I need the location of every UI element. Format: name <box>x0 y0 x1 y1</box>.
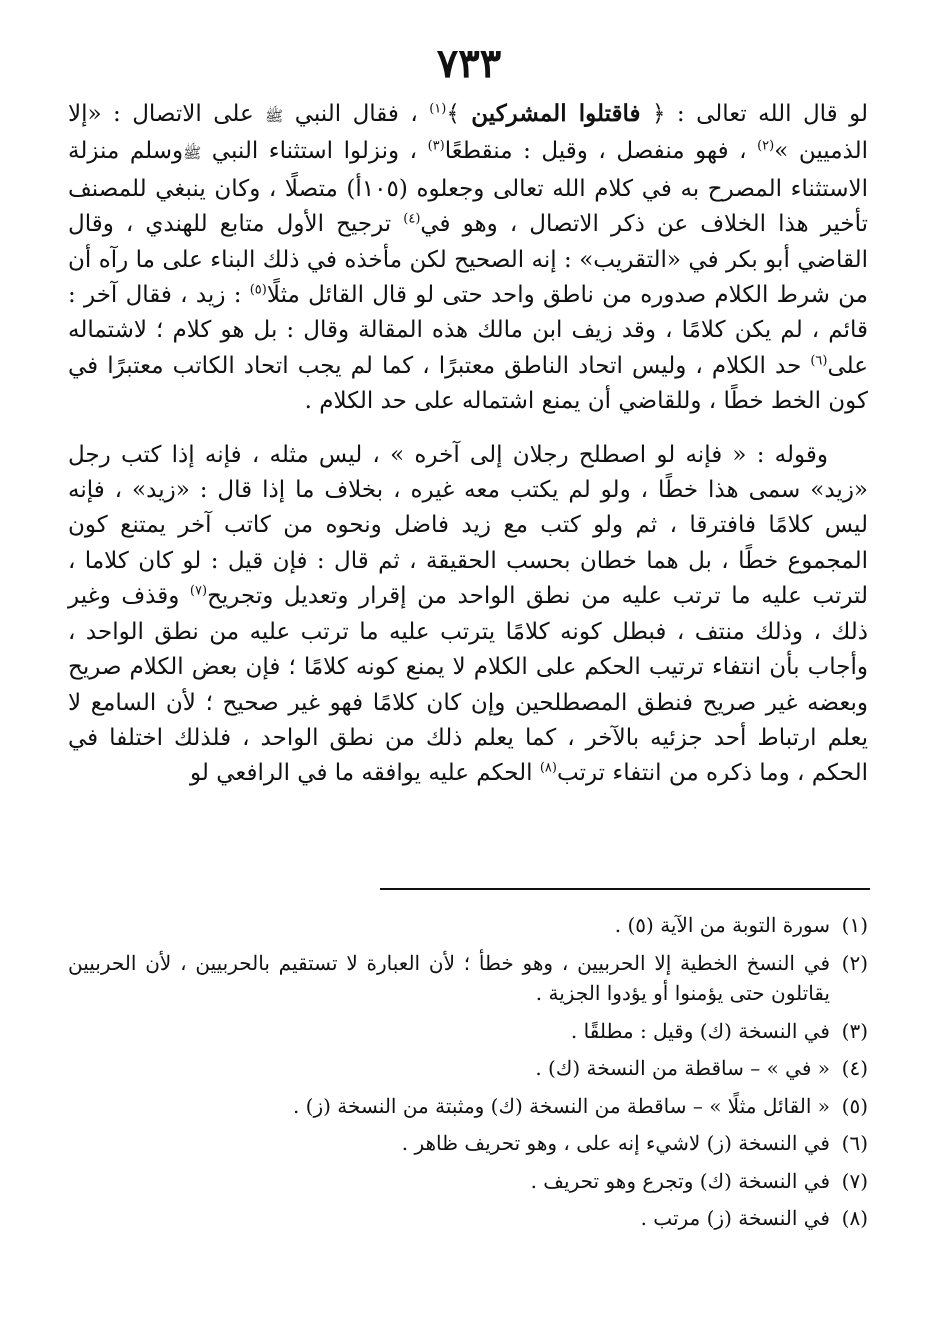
footnote-text: في النسخة (ك) وقيل : مطلقًا . <box>570 1018 830 1043</box>
footnote-ref-3: (٣) <box>427 138 445 154</box>
footnote-ref-4: (٤) <box>403 211 421 227</box>
footnote-number: (٣) <box>841 1018 868 1043</box>
footnote-number: (٧) <box>841 1168 868 1193</box>
text-segment: ، ونزلوا استثناء النبي <box>201 138 428 165</box>
text-segment: وسلم منزلة الاستثناء المصرح به في كلام الله تعالى وجعلوه (١٠٥أ) متصلًا ، وكان ينبغي للمصنف تأخير هذا الخلاف عن ذكر الاتصال ، وهو في <box>68 138 869 238</box>
footnote-text: في النسخة (ز) لاشيء إنه على ، وهو تحريف ظاهر . <box>401 1131 830 1155</box>
footnote-7 <box>68 1166 868 1197</box>
footnote-number: (٢) <box>841 950 868 975</box>
footnote-1 <box>68 910 868 941</box>
footnote-text: في النسخة (ك) وتجرع وهو تحريف . <box>530 1168 830 1193</box>
footnote-text: في النسخ الخطية إلا الحربيين ، وهو خطأ ؛ لأن العبارة لا تستقيم بالحربيين ، لأن الحربيين يقاتلون حتى يؤمنوا أو يؤدوا الجزية . <box>68 950 830 1005</box>
text-segment: ، فهو منفصل ، وقيل : منقطعًا <box>444 138 758 165</box>
footnote-text: « القائل مثلًا » – ساقطة من النسخة (ك) ومثبتة من النسخة (ز) . <box>292 1093 830 1118</box>
text-segment: ﴾ <box>446 101 472 127</box>
footnote-ref-1: (١) <box>429 101 447 117</box>
paragraph-2 <box>68 438 868 792</box>
footnote-4 <box>68 1053 868 1084</box>
footnote-2 <box>68 948 868 1009</box>
footnote-text: « في » – ساقطة من النسخة (ك) . <box>535 1056 830 1080</box>
footnote-ref-7: (٧) <box>189 583 208 599</box>
text-segment: ترجيح الأول متابع للهندي ، وقال القاضي أبو بكر في «التقريب» : إنه الصحيح لكن مأخذه في ذلك البناء على ما رآه أن من شرط الكلام صدوره من ناطق واحد حتى لو قال القائل مثلًا <box>68 211 869 309</box>
footnote-text: في النسخة (ز) مرتب . <box>640 1206 830 1230</box>
footnote-ref-2: (٢) <box>757 138 775 154</box>
footnotes-section <box>68 910 868 1241</box>
text-segment: وقذف وغير ذلك ، وذلك منتف ، فبطل كونه كلامًا يترتب عليه ما ترتب عليه من نطق الواحد ، وأجاب بأن انتفاء ترتيب الحكم على الكلام لا يمنع كونه كلامًا ؛ فإن بعض الكلام صريح وبعضه غير صريح فنطق المصطلحين وإن كان كلامًا فهو غير صحيح ؛ لأن السامع لا يعلم ارتباط أحد جزئيه بالآخر ، كما يعلم ذلك من نطق الواحد ، فلذلك اختلفا في الحكم ، وما ذكره من انتفاء ترتب <box>68 583 868 787</box>
footnote-number: (١) <box>841 913 868 937</box>
text-segment: ، فقال النبي <box>283 101 430 127</box>
footnote-3 <box>68 1016 868 1047</box>
text-segment: : زيد ، فقال آخر : قائم ، لم يكن كلامًا ، وقد زيف ابن مالك هذه المقالة وقال : بل هو كلام ؛ لاشتماله على <box>68 282 868 379</box>
footnote-divider <box>380 888 870 890</box>
text-segment: الحكم عليه يوافقه ما في الرافعي لو <box>190 760 540 787</box>
footnote-number: (٥) <box>841 1093 868 1118</box>
footnote-text: سورة التوبة من الآية (٥) . <box>614 913 830 937</box>
honorific-glyph: ﷺ <box>183 144 202 163</box>
footnote-number: (٦) <box>841 1131 868 1155</box>
footnote-number: (٨) <box>841 1206 868 1230</box>
paragraph-1 <box>68 96 868 420</box>
footnote-5 <box>68 1091 868 1122</box>
main-text <box>68 96 868 792</box>
text-segment: حد الكلام ، وليس اتحاد الناطق معتبرًا ، كما لم يجب اتحاد الكاتب معتبرًا في كون الخط خطًا ، وللقاضي أن يمنع اشتماله على حد الكلام . <box>68 352 868 415</box>
text-segment: لو قال الله تعالى : ﴿ <box>640 101 868 127</box>
footnote-ref-8: (٨) <box>539 760 557 776</box>
honorific-glyph: ﷺ <box>265 107 284 125</box>
footnote-ref-6: (٦) <box>810 353 828 369</box>
quranic-quote: فاقتلوا المشركين <box>471 100 641 127</box>
footnote-number: (٤) <box>841 1056 868 1080</box>
text-segment: وقوله : « فإنه لو اصطلح رجلان إلى آخره » ، ليس مثله ، فإنه إذا كتب رجل «زيد» سمى هذا خطًا ، ولو لم يكتب معه غيره ، بخلاف ما إذا قال : «زيد» ، فإنه ليس كلامًا فافترقا ، ثم ولو كتب مع زيد فاضل ونحوه من كاتب آخر يمتنع كون المجموع خطًا ، بل هما خطان بحسب الحقيقة ، ثم قال : فإن قيل : لو كان كلاما ، لترتب عليه ما ترتب عليه من نطق الواحد من إقرار وتعديل وتجريح <box>68 441 868 610</box>
footnote-ref-5: (٥) <box>249 282 267 298</box>
footnote-6 <box>68 1128 868 1159</box>
page-number: ٧٣٣ <box>436 40 502 87</box>
footnote-8 <box>68 1203 868 1234</box>
text-segment: على الاتصال : «إلا الذميين » <box>68 101 868 165</box>
